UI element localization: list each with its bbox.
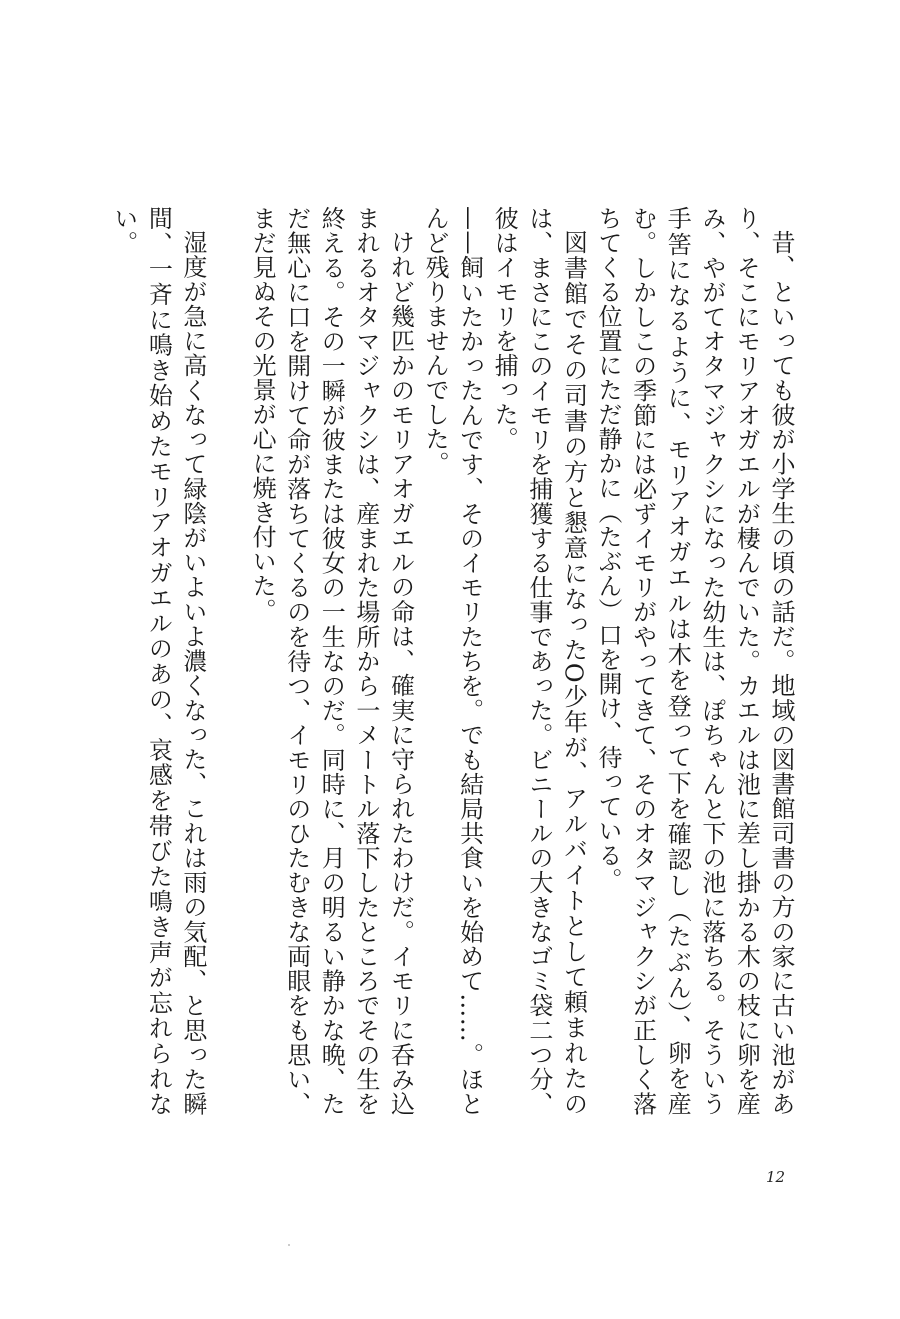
paragraph-5: 湿度が急に高くなって緑陰がいよいよ濃くなった、これは雨の気配、と思った瞬間、一斉に鳴き始めたモリアオガエルのあの、哀感を帯びた鳴き声が忘れられない。 [109, 206, 207, 1116]
vertical-text-body [109, 206, 798, 1117]
paragraph-3-dialogue: ——飼いたかったんです、そのイモリたちを。でも結局共食いを始めて……。ほとんど残りませんでした。 [421, 206, 484, 1116]
scan-speck [288, 1244, 290, 1246]
paragraph-1: 昔、といっても彼が小学生の頃の話だ。地域の図書館司書の方の家に古い池があり、そこにモリアオガエルが棲んでいた。カエルは池に差し掛かる木の枝に卵を産み、やがてオタマジャクシになった幼生は、ぽちゃんと下の池に落ちる。そういう手筈になるように、モリアオガエルは木を登って下を確認し（たぶん）、卵を産む。しかしこの季節には必ずイモリがやってきて、そのオタマジャクシが正しく落ちてくる位置にただ静かに（たぶん）口を開け、待っている。 [594, 206, 795, 1117]
paragraph-2: 図書館でその司書の方と懇意になったO少年が、アルバイトとして頼まれたのは、まさにこのイモリを捕獲する仕事であった。ビニールの大きなゴミ袋二つ分、彼はイモリを捕った。 [490, 206, 588, 1117]
paragraph-4: けれど幾匹かのモリアオガエルの命は、確実に守られたわけだ。イモリに呑み込まれるオタマジャクシは、産まれた場所から一メートル落下したところでその生を終える。その一瞬が彼または彼女の一生なのだ。同時に、月の明るい静かな晩、ただ無心に口を開けて命が落ちてくるのを待つ、イモリのひたむきな両眼をも思い、まだ見ぬその光景が心に焼き付いた。 [248, 206, 415, 1117]
page-number: 12 [766, 1168, 786, 1186]
